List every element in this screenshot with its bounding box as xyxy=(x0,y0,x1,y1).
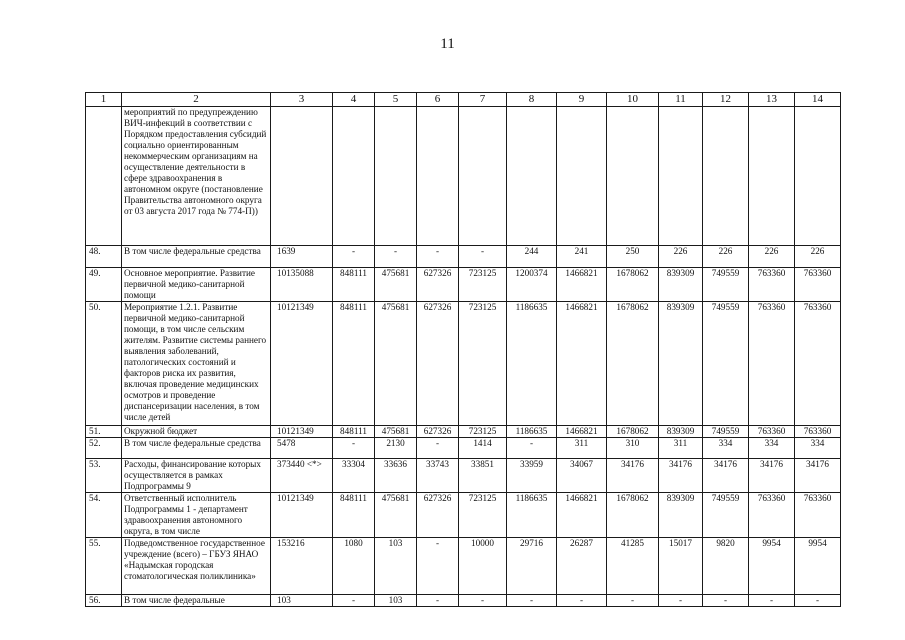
value-cell: - xyxy=(607,595,659,607)
page-number: 11 xyxy=(440,36,455,52)
value-cell: - xyxy=(557,595,607,607)
value-cell: 763360 xyxy=(795,493,841,538)
table-row xyxy=(86,595,841,607)
column-header: 14 xyxy=(795,93,841,107)
value-cell: 749559 xyxy=(703,426,749,438)
value-cell: - xyxy=(507,595,557,607)
value-cell: 153216 xyxy=(271,538,333,595)
value-cell: 475681 xyxy=(375,302,417,426)
value-cell: 1678062 xyxy=(607,493,659,538)
value-cell: 33959 xyxy=(507,459,557,493)
row-name: Ответственный исполнитель Подпрограммы 1 - департамент здравоохранения автономного округа, в том числе xyxy=(122,493,271,538)
value-cell: - xyxy=(507,438,557,459)
row-name: Окружной бюджет xyxy=(122,426,271,438)
value-cell: 723125 xyxy=(459,426,507,438)
value-cell: 763360 xyxy=(749,302,795,426)
value-cell: 34067 xyxy=(557,459,607,493)
table-body xyxy=(86,93,841,607)
column-header: 4 xyxy=(333,93,375,107)
column-header: 10 xyxy=(607,93,659,107)
value-cell: 10000 xyxy=(459,538,507,595)
row-number: 54. xyxy=(86,493,122,538)
value-cell: 311 xyxy=(557,438,607,459)
column-header: 5 xyxy=(375,93,417,107)
row-name: Расходы, финансирование которых осуществляется в рамках Подпрограммы 9 xyxy=(122,459,271,493)
value-cell: 1466821 xyxy=(557,302,607,426)
value-cell: - xyxy=(459,246,507,268)
value-cell: 1678062 xyxy=(607,268,659,302)
value-cell: 103 xyxy=(375,538,417,595)
value-cell: 103 xyxy=(271,595,333,607)
value-cell: 10121349 xyxy=(271,493,333,538)
row-name: Основное мероприятие. Развитие первичной медико-санитарной помощи xyxy=(122,268,271,302)
value-cell: - xyxy=(333,595,375,607)
row-number: 51. xyxy=(86,426,122,438)
row-name: В том числе федеральные средства xyxy=(122,246,271,268)
value-cell: 1466821 xyxy=(557,426,607,438)
column-header: 1 xyxy=(86,93,122,107)
value-cell: - xyxy=(417,595,459,607)
value-cell: 1186635 xyxy=(507,426,557,438)
value-cell xyxy=(507,107,557,246)
value-cell: 33743 xyxy=(417,459,459,493)
value-cell: 9954 xyxy=(749,538,795,595)
value-cell: 723125 xyxy=(459,302,507,426)
row-number: 56. xyxy=(86,595,122,607)
value-cell: 848111 xyxy=(333,302,375,426)
value-cell: 763360 xyxy=(749,493,795,538)
value-cell: 226 xyxy=(749,246,795,268)
value-cell: 334 xyxy=(795,438,841,459)
value-cell: 848111 xyxy=(333,493,375,538)
value-cell: 627326 xyxy=(417,493,459,538)
value-cell: 34176 xyxy=(659,459,703,493)
value-cell: 848111 xyxy=(333,268,375,302)
value-cell: - xyxy=(417,538,459,595)
value-cell: 29716 xyxy=(507,538,557,595)
table-header-row xyxy=(86,93,841,107)
value-cell: 1678062 xyxy=(607,426,659,438)
value-cell: 723125 xyxy=(459,493,507,538)
value-cell: 1466821 xyxy=(557,268,607,302)
value-cell: 311 xyxy=(659,438,703,459)
value-cell: 15017 xyxy=(659,538,703,595)
column-header: 7 xyxy=(459,93,507,107)
value-cell xyxy=(271,107,333,246)
row-number: 49. xyxy=(86,268,122,302)
table-row xyxy=(86,493,841,538)
value-cell: 749559 xyxy=(703,302,749,426)
value-cell: 763360 xyxy=(749,268,795,302)
value-cell: 250 xyxy=(607,246,659,268)
value-cell: 34176 xyxy=(703,459,749,493)
row-number: 52. xyxy=(86,438,122,459)
row-name: Подведомственное государственное учреждение (всего) – ГБУЗ ЯНАО «Надымская городская стоматологическая поликлиника» xyxy=(122,538,271,595)
value-cell: 103 xyxy=(375,595,417,607)
value-cell: 839309 xyxy=(659,302,703,426)
value-cell: 627326 xyxy=(417,268,459,302)
value-cell xyxy=(459,107,507,246)
table-row xyxy=(86,107,841,246)
value-cell xyxy=(659,107,703,246)
column-header: 6 xyxy=(417,93,459,107)
value-cell: 839309 xyxy=(659,493,703,538)
table-row xyxy=(86,268,841,302)
value-cell: 9820 xyxy=(703,538,749,595)
value-cell: 41285 xyxy=(607,538,659,595)
value-cell: 749559 xyxy=(703,268,749,302)
value-cell xyxy=(375,107,417,246)
value-cell: - xyxy=(703,595,749,607)
value-cell: 475681 xyxy=(375,426,417,438)
value-cell xyxy=(333,107,375,246)
value-cell: 627326 xyxy=(417,302,459,426)
row-number: 53. xyxy=(86,459,122,493)
value-cell: 1186635 xyxy=(507,493,557,538)
value-cell: 310 xyxy=(607,438,659,459)
value-cell: 9954 xyxy=(795,538,841,595)
value-cell xyxy=(795,107,841,246)
table-row xyxy=(86,246,841,268)
value-cell: 848111 xyxy=(333,426,375,438)
value-cell: 373440 <*> xyxy=(271,459,333,493)
value-cell: 33304 xyxy=(333,459,375,493)
value-cell: 241 xyxy=(557,246,607,268)
value-cell: 10135088 xyxy=(271,268,333,302)
row-name: Мероприятие 1.2.1. Развитие первичной медико-санитарной помощи, в том числе сельским жителям. Развитие системы раннего выявления заболеваний, патологических состояний и факторов риска их развития, включая проведение медицинских осмотров и проведение диспансеризации населения, в том числе детей xyxy=(122,302,271,426)
column-header: 2 xyxy=(122,93,271,107)
value-cell: - xyxy=(417,438,459,459)
value-cell: - xyxy=(459,595,507,607)
table-row xyxy=(86,538,841,595)
value-cell: - xyxy=(659,595,703,607)
value-cell: 244 xyxy=(507,246,557,268)
value-cell: 475681 xyxy=(375,493,417,538)
table-row xyxy=(86,459,841,493)
column-header: 11 xyxy=(659,93,703,107)
value-cell: 334 xyxy=(749,438,795,459)
row-number: 48. xyxy=(86,246,122,268)
value-cell: 475681 xyxy=(375,268,417,302)
value-cell: 1200374 xyxy=(507,268,557,302)
column-header: 13 xyxy=(749,93,795,107)
value-cell: 2130 xyxy=(375,438,417,459)
budget-table xyxy=(85,92,841,607)
value-cell: 763360 xyxy=(749,426,795,438)
column-header: 3 xyxy=(271,93,333,107)
value-cell: 10121349 xyxy=(271,302,333,426)
value-cell: 33636 xyxy=(375,459,417,493)
value-cell: 763360 xyxy=(795,426,841,438)
column-header: 8 xyxy=(507,93,557,107)
value-cell: 839309 xyxy=(659,426,703,438)
row-name: мероприятий по предупреждению ВИЧ-инфекций в соответствии с Порядком предоставления субсидий социально ориентированным некоммерческим организациям на осуществление деятельности в сфере здравоохранения в автономном округе (постановление Правительства автономного округа от 03 августа 2017 года № 774-П)) xyxy=(122,107,271,246)
value-cell: 26287 xyxy=(557,538,607,595)
value-cell: - xyxy=(333,246,375,268)
value-cell xyxy=(703,107,749,246)
table-row xyxy=(86,426,841,438)
table-row xyxy=(86,438,841,459)
value-cell xyxy=(749,107,795,246)
value-cell: 627326 xyxy=(417,426,459,438)
value-cell: 33851 xyxy=(459,459,507,493)
row-number: 55. xyxy=(86,538,122,595)
row-name: В том числе федеральные средства xyxy=(122,438,271,459)
value-cell: 226 xyxy=(703,246,749,268)
value-cell: 226 xyxy=(795,246,841,268)
value-cell: 5478 xyxy=(271,438,333,459)
value-cell xyxy=(607,107,659,246)
value-cell: 1466821 xyxy=(557,493,607,538)
value-cell: 334 xyxy=(703,438,749,459)
row-number xyxy=(86,107,122,246)
value-cell: - xyxy=(417,246,459,268)
value-cell: 763360 xyxy=(795,302,841,426)
value-cell xyxy=(417,107,459,246)
value-cell: 749559 xyxy=(703,493,749,538)
value-cell: 10121349 xyxy=(271,426,333,438)
row-name: В том числе федеральные xyxy=(122,595,271,607)
value-cell: 1414 xyxy=(459,438,507,459)
value-cell: 1080 xyxy=(333,538,375,595)
value-cell: 226 xyxy=(659,246,703,268)
value-cell: 1678062 xyxy=(607,302,659,426)
value-cell: - xyxy=(795,595,841,607)
value-cell: 34176 xyxy=(795,459,841,493)
value-cell: - xyxy=(749,595,795,607)
value-cell: 763360 xyxy=(795,268,841,302)
column-header: 9 xyxy=(557,93,607,107)
value-cell xyxy=(557,107,607,246)
value-cell: 1186635 xyxy=(507,302,557,426)
row-number: 50. xyxy=(86,302,122,426)
value-cell: 34176 xyxy=(607,459,659,493)
value-cell: 839309 xyxy=(659,268,703,302)
value-cell: - xyxy=(375,246,417,268)
value-cell: 723125 xyxy=(459,268,507,302)
value-cell: 1639 xyxy=(271,246,333,268)
value-cell: - xyxy=(333,438,375,459)
table-row xyxy=(86,302,841,426)
column-header: 12 xyxy=(703,93,749,107)
value-cell: 34176 xyxy=(749,459,795,493)
